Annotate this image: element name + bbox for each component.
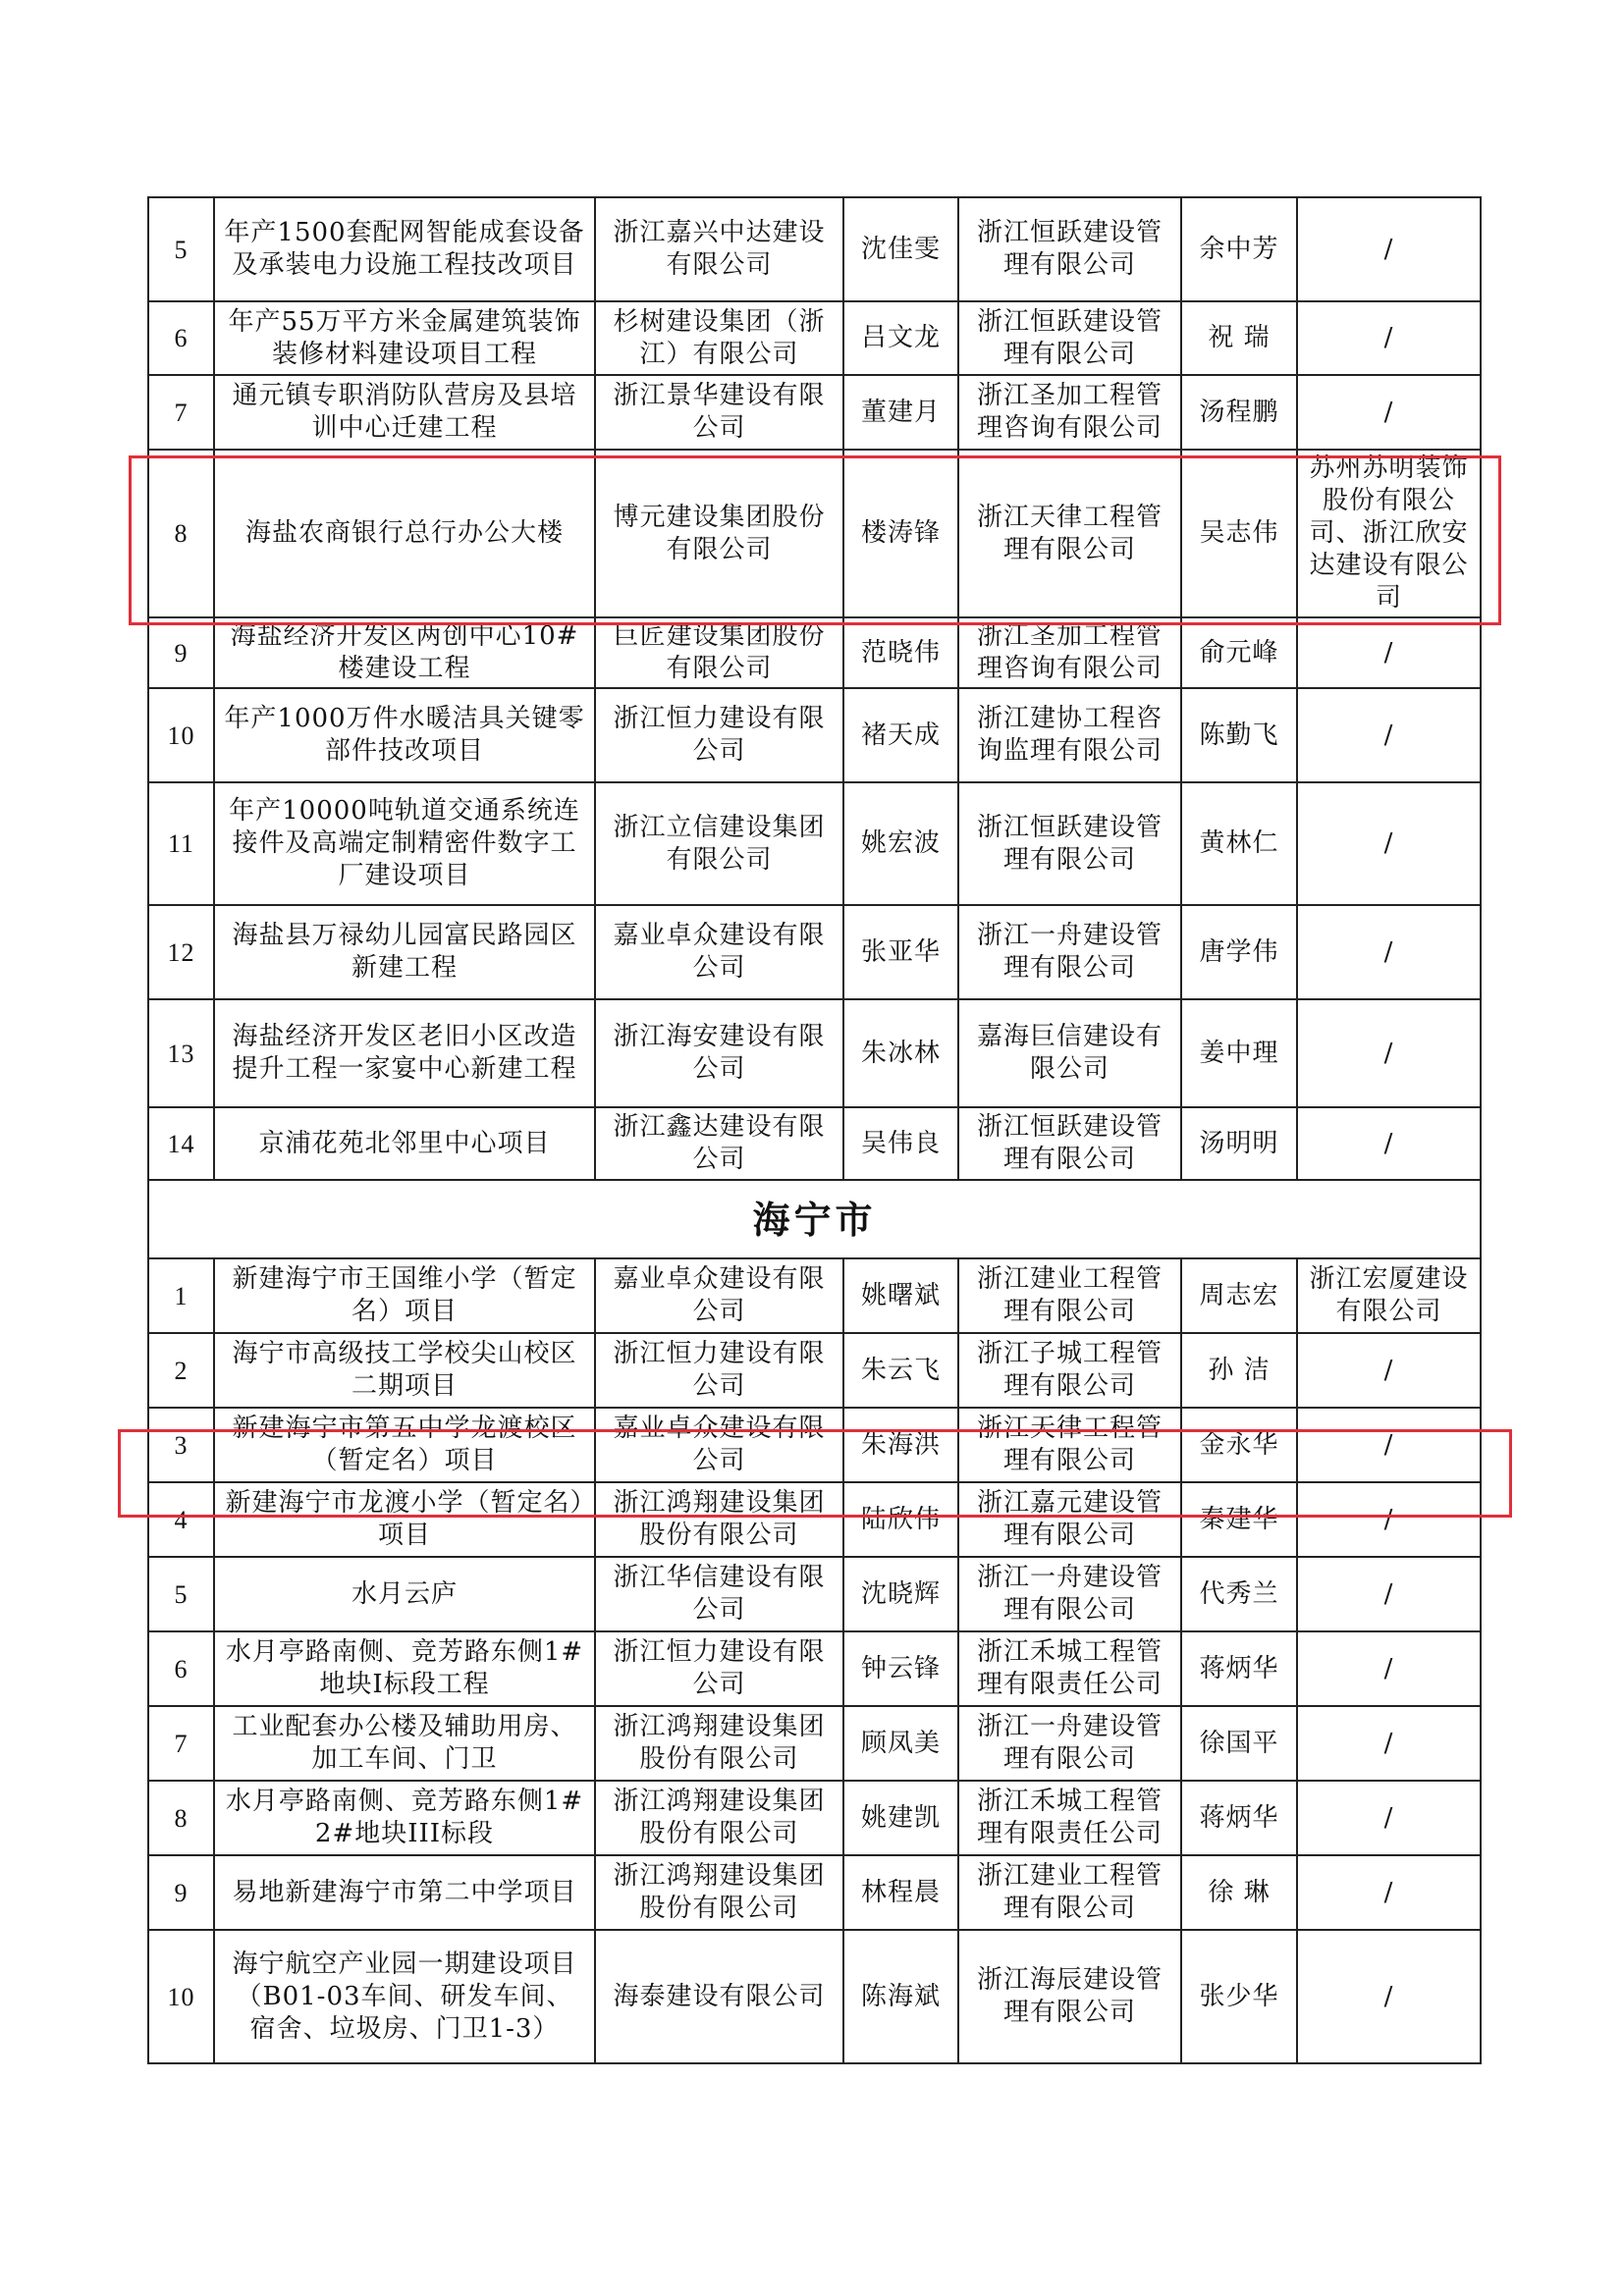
project-name: 水月云庐 [214, 1557, 595, 1631]
table-row [148, 1706, 1481, 1781]
project-manager: 朱海洪 [843, 1408, 958, 1482]
contractor-name: 巨匠建设集团股份有限公司 [595, 617, 843, 688]
row-index: 10 [148, 688, 214, 782]
chief-supervisor: 吴志伟 [1181, 450, 1297, 617]
supervisor-name: 浙江天律工程管理有限公司 [958, 1408, 1181, 1482]
project-name: 海盐县万禄幼儿园富民路园区新建工程 [214, 905, 595, 999]
project-manager: 褚天成 [843, 688, 958, 782]
supervisor-name: 浙江圣加工程管理咨询有限公司 [958, 617, 1181, 688]
table-row [148, 197, 1481, 301]
table-row [148, 1408, 1481, 1482]
project-name: 新建海宁市王国维小学（暂定名）项目 [214, 1258, 595, 1333]
project-manager: 沈佳雯 [843, 197, 958, 301]
chief-supervisor: 徐 琳 [1181, 1855, 1297, 1930]
project-name: 海盐经济开发区两创中心10#楼建设工程 [214, 617, 595, 688]
project-name: 新建海宁市龙渡小学（暂定名）项目 [214, 1482, 595, 1557]
table-row [148, 617, 1481, 688]
subcontractor-name: / [1297, 999, 1481, 1107]
project-name: 新建海宁市第五中学龙渡校区（暂定名）项目 [214, 1408, 595, 1482]
row-index: 5 [148, 1557, 214, 1631]
project-manager: 朱云飞 [843, 1333, 958, 1408]
subcontractor-name: / [1297, 375, 1481, 450]
contractor-name: 浙江鑫达建设有限公司 [595, 1107, 843, 1180]
subcontractor-name: / [1297, 1557, 1481, 1631]
contractor-name: 浙江鸿翔建设集团股份有限公司 [595, 1482, 843, 1557]
contractor-name: 嘉业卓众建设有限公司 [595, 1258, 843, 1333]
subcontractor-name: / [1297, 1482, 1481, 1557]
contractor-name: 浙江鸿翔建设集团股份有限公司 [595, 1855, 843, 1930]
project-name: 年产10000吨轨道交通系统连接件及高端定制精密件数字工厂建设项目 [214, 782, 595, 905]
table-body [148, 197, 1481, 2063]
project-manager: 顾凤美 [843, 1706, 958, 1781]
chief-supervisor: 代秀兰 [1181, 1557, 1297, 1631]
chief-supervisor: 蒋炳华 [1181, 1631, 1297, 1706]
chief-supervisor: 孙 洁 [1181, 1333, 1297, 1408]
subcontractor-name: / [1297, 782, 1481, 905]
supervisor-name: 浙江子城工程管理有限公司 [958, 1333, 1181, 1408]
project-manager: 陈海斌 [843, 1930, 958, 2063]
chief-supervisor: 俞元峰 [1181, 617, 1297, 688]
row-index: 8 [148, 1781, 214, 1855]
subcontractor-name: / [1297, 1631, 1481, 1706]
table-row [148, 1258, 1481, 1333]
chief-supervisor: 汤程鹏 [1181, 375, 1297, 450]
contractor-name: 嘉业卓众建设有限公司 [595, 1408, 843, 1482]
contractor-name: 浙江鸿翔建设集团股份有限公司 [595, 1781, 843, 1855]
project-name: 水月亭路南侧、竞芳路东侧1#2#地块III标段 [214, 1781, 595, 1855]
row-index: 11 [148, 782, 214, 905]
contractor-name: 浙江海安建设有限公司 [595, 999, 843, 1107]
row-index: 8 [148, 450, 214, 617]
project-name: 年产1500套配网智能成套设备及承装电力设施工程技改项目 [214, 197, 595, 301]
project-name: 水月亭路南侧、竞芳路东侧1#地块I标段工程 [214, 1631, 595, 1706]
subcontractor-name: / [1297, 617, 1481, 688]
row-index: 3 [148, 1408, 214, 1482]
chief-supervisor: 陈勤飞 [1181, 688, 1297, 782]
supervisor-name: 浙江一舟建设管理有限公司 [958, 905, 1181, 999]
section-header-row [148, 1180, 1481, 1258]
table-row [148, 1855, 1481, 1930]
project-manager: 张亚华 [843, 905, 958, 999]
table-row [148, 450, 1481, 617]
subcontractor-name: / [1297, 1107, 1481, 1180]
table-row [148, 999, 1481, 1107]
row-index: 10 [148, 1930, 214, 2063]
chief-supervisor: 秦建华 [1181, 1482, 1297, 1557]
supervisor-name: 浙江禾城工程管理有限责任公司 [958, 1781, 1181, 1855]
supervisor-name: 浙江禾城工程管理有限责任公司 [958, 1631, 1181, 1706]
subcontractor-name: / [1297, 1333, 1481, 1408]
supervisor-name: 浙江海辰建设管理有限公司 [958, 1930, 1181, 2063]
project-manager: 楼涛锋 [843, 450, 958, 617]
chief-supervisor: 祝 瑞 [1181, 301, 1297, 375]
contractor-name: 浙江恒力建设有限公司 [595, 1631, 843, 1706]
project-manager: 陆欣伟 [843, 1482, 958, 1557]
chief-supervisor: 姜中理 [1181, 999, 1297, 1107]
contractor-name: 浙江立信建设集团有限公司 [595, 782, 843, 905]
chief-supervisor: 张少华 [1181, 1930, 1297, 2063]
subcontractor-name: / [1297, 1855, 1481, 1930]
contractor-name: 浙江景华建设有限公司 [595, 375, 843, 450]
table-row [148, 1781, 1481, 1855]
project-manager: 吕文龙 [843, 301, 958, 375]
table-row [148, 782, 1481, 905]
chief-supervisor: 蒋炳华 [1181, 1781, 1297, 1855]
table-row [148, 1930, 1481, 2063]
project-manager: 沈晓辉 [843, 1557, 958, 1631]
table-row [148, 1631, 1481, 1706]
project-name: 海盐经济开发区老旧小区改造提升工程一家宴中心新建工程 [214, 999, 595, 1107]
supervisor-name: 浙江圣加工程管理咨询有限公司 [958, 375, 1181, 450]
chief-supervisor: 黄林仁 [1181, 782, 1297, 905]
supervisor-name: 嘉海巨信建设有限公司 [958, 999, 1181, 1107]
project-manager: 朱冰林 [843, 999, 958, 1107]
row-index: 2 [148, 1333, 214, 1408]
contractor-name: 博元建设集团股份有限公司 [595, 450, 843, 617]
contractor-name: 浙江恒力建设有限公司 [595, 688, 843, 782]
table-row [148, 905, 1481, 999]
project-name: 工业配套办公楼及辅助用房、加工车间、门卫 [214, 1706, 595, 1781]
table-row [148, 1482, 1481, 1557]
project-name: 海宁市高级技工学校尖山校区二期项目 [214, 1333, 595, 1408]
project-manager: 姚宏波 [843, 782, 958, 905]
project-manager: 姚建凯 [843, 1781, 958, 1855]
subcontractor-name: / [1297, 1408, 1481, 1482]
supervisor-name: 浙江建协工程咨询监理有限公司 [958, 688, 1181, 782]
table-row [148, 375, 1481, 450]
project-name: 通元镇专职消防队营房及县培训中心迁建工程 [214, 375, 595, 450]
table-row [148, 1557, 1481, 1631]
contractor-name: 嘉业卓众建设有限公司 [595, 905, 843, 999]
row-index: 6 [148, 301, 214, 375]
row-index: 9 [148, 617, 214, 688]
project-name: 海宁航空产业园一期建设项目（B01-03车间、研发车间、宿舍、垃圾房、门卫1-3） [214, 1930, 595, 2063]
table-row [148, 301, 1481, 375]
row-index: 9 [148, 1855, 214, 1930]
subcontractor-name: 苏州苏明装饰股份有限公司、浙江欣安达建设有限公司 [1297, 450, 1481, 617]
subcontractor-name: / [1297, 197, 1481, 301]
row-index: 7 [148, 1706, 214, 1781]
contractor-name: 浙江嘉兴中达建设有限公司 [595, 197, 843, 301]
row-index: 14 [148, 1107, 214, 1180]
project-name: 海盐农商银行总行办公大楼 [214, 450, 595, 617]
project-name: 年产55万平方米金属建筑装饰装修材料建设项目工程 [214, 301, 595, 375]
contractor-name: 杉树建设集团（浙江）有限公司 [595, 301, 843, 375]
supervisor-name: 浙江一舟建设管理有限公司 [958, 1706, 1181, 1781]
row-index: 7 [148, 375, 214, 450]
project-name: 易地新建海宁市第二中学项目 [214, 1855, 595, 1930]
supervisor-name: 浙江恒跃建设管理有限公司 [958, 301, 1181, 375]
chief-supervisor: 汤明明 [1181, 1107, 1297, 1180]
chief-supervisor: 金永华 [1181, 1408, 1297, 1482]
supervisor-name: 浙江嘉元建设管理有限公司 [958, 1482, 1181, 1557]
subcontractor-name: / [1297, 1781, 1481, 1855]
project-manager: 姚曙斌 [843, 1258, 958, 1333]
subcontractor-name: 浙江宏厦建设有限公司 [1297, 1258, 1481, 1333]
project-name: 京浦花苑北邻里中心项目 [214, 1107, 595, 1180]
supervisor-name: 浙江一舟建设管理有限公司 [958, 1557, 1181, 1631]
subcontractor-name: / [1297, 1706, 1481, 1781]
table-row [148, 688, 1481, 782]
supervisor-name: 浙江建业工程管理有限公司 [958, 1855, 1181, 1930]
table-row [148, 1333, 1481, 1408]
chief-supervisor: 周志宏 [1181, 1258, 1297, 1333]
chief-supervisor: 余中芳 [1181, 197, 1297, 301]
row-index: 4 [148, 1482, 214, 1557]
row-index: 13 [148, 999, 214, 1107]
project-manager: 范晓伟 [843, 617, 958, 688]
subcontractor-name: / [1297, 301, 1481, 375]
subcontractor-name: / [1297, 905, 1481, 999]
project-manager: 吴伟良 [843, 1107, 958, 1180]
contractor-name: 浙江恒力建设有限公司 [595, 1333, 843, 1408]
supervisor-name: 浙江恒跃建设管理有限公司 [958, 782, 1181, 905]
table-row [148, 1107, 1481, 1180]
supervisor-name: 浙江建业工程管理有限公司 [958, 1258, 1181, 1333]
contractor-name: 浙江华信建设有限公司 [595, 1557, 843, 1631]
project-list-table [147, 196, 1482, 2064]
supervisor-name: 浙江恒跃建设管理有限公司 [958, 197, 1181, 301]
row-index: 1 [148, 1258, 214, 1333]
chief-supervisor: 徐国平 [1181, 1706, 1297, 1781]
contractor-name: 海泰建设有限公司 [595, 1930, 843, 2063]
chief-supervisor: 唐学伟 [1181, 905, 1297, 999]
row-index: 6 [148, 1631, 214, 1706]
subcontractor-name: / [1297, 688, 1481, 782]
supervisor-name: 浙江恒跃建设管理有限公司 [958, 1107, 1181, 1180]
project-manager: 董建月 [843, 375, 958, 450]
row-index: 12 [148, 905, 214, 999]
project-manager: 林程晨 [843, 1855, 958, 1930]
row-index: 5 [148, 197, 214, 301]
section-title: 海宁市 [148, 1180, 1481, 1258]
project-manager: 钟云锋 [843, 1631, 958, 1706]
subcontractor-name: / [1297, 1930, 1481, 2063]
supervisor-name: 浙江天律工程管理有限公司 [958, 450, 1181, 617]
project-name: 年产1000万件水暖洁具关键零部件技改项目 [214, 688, 595, 782]
contractor-name: 浙江鸿翔建设集团股份有限公司 [595, 1706, 843, 1781]
